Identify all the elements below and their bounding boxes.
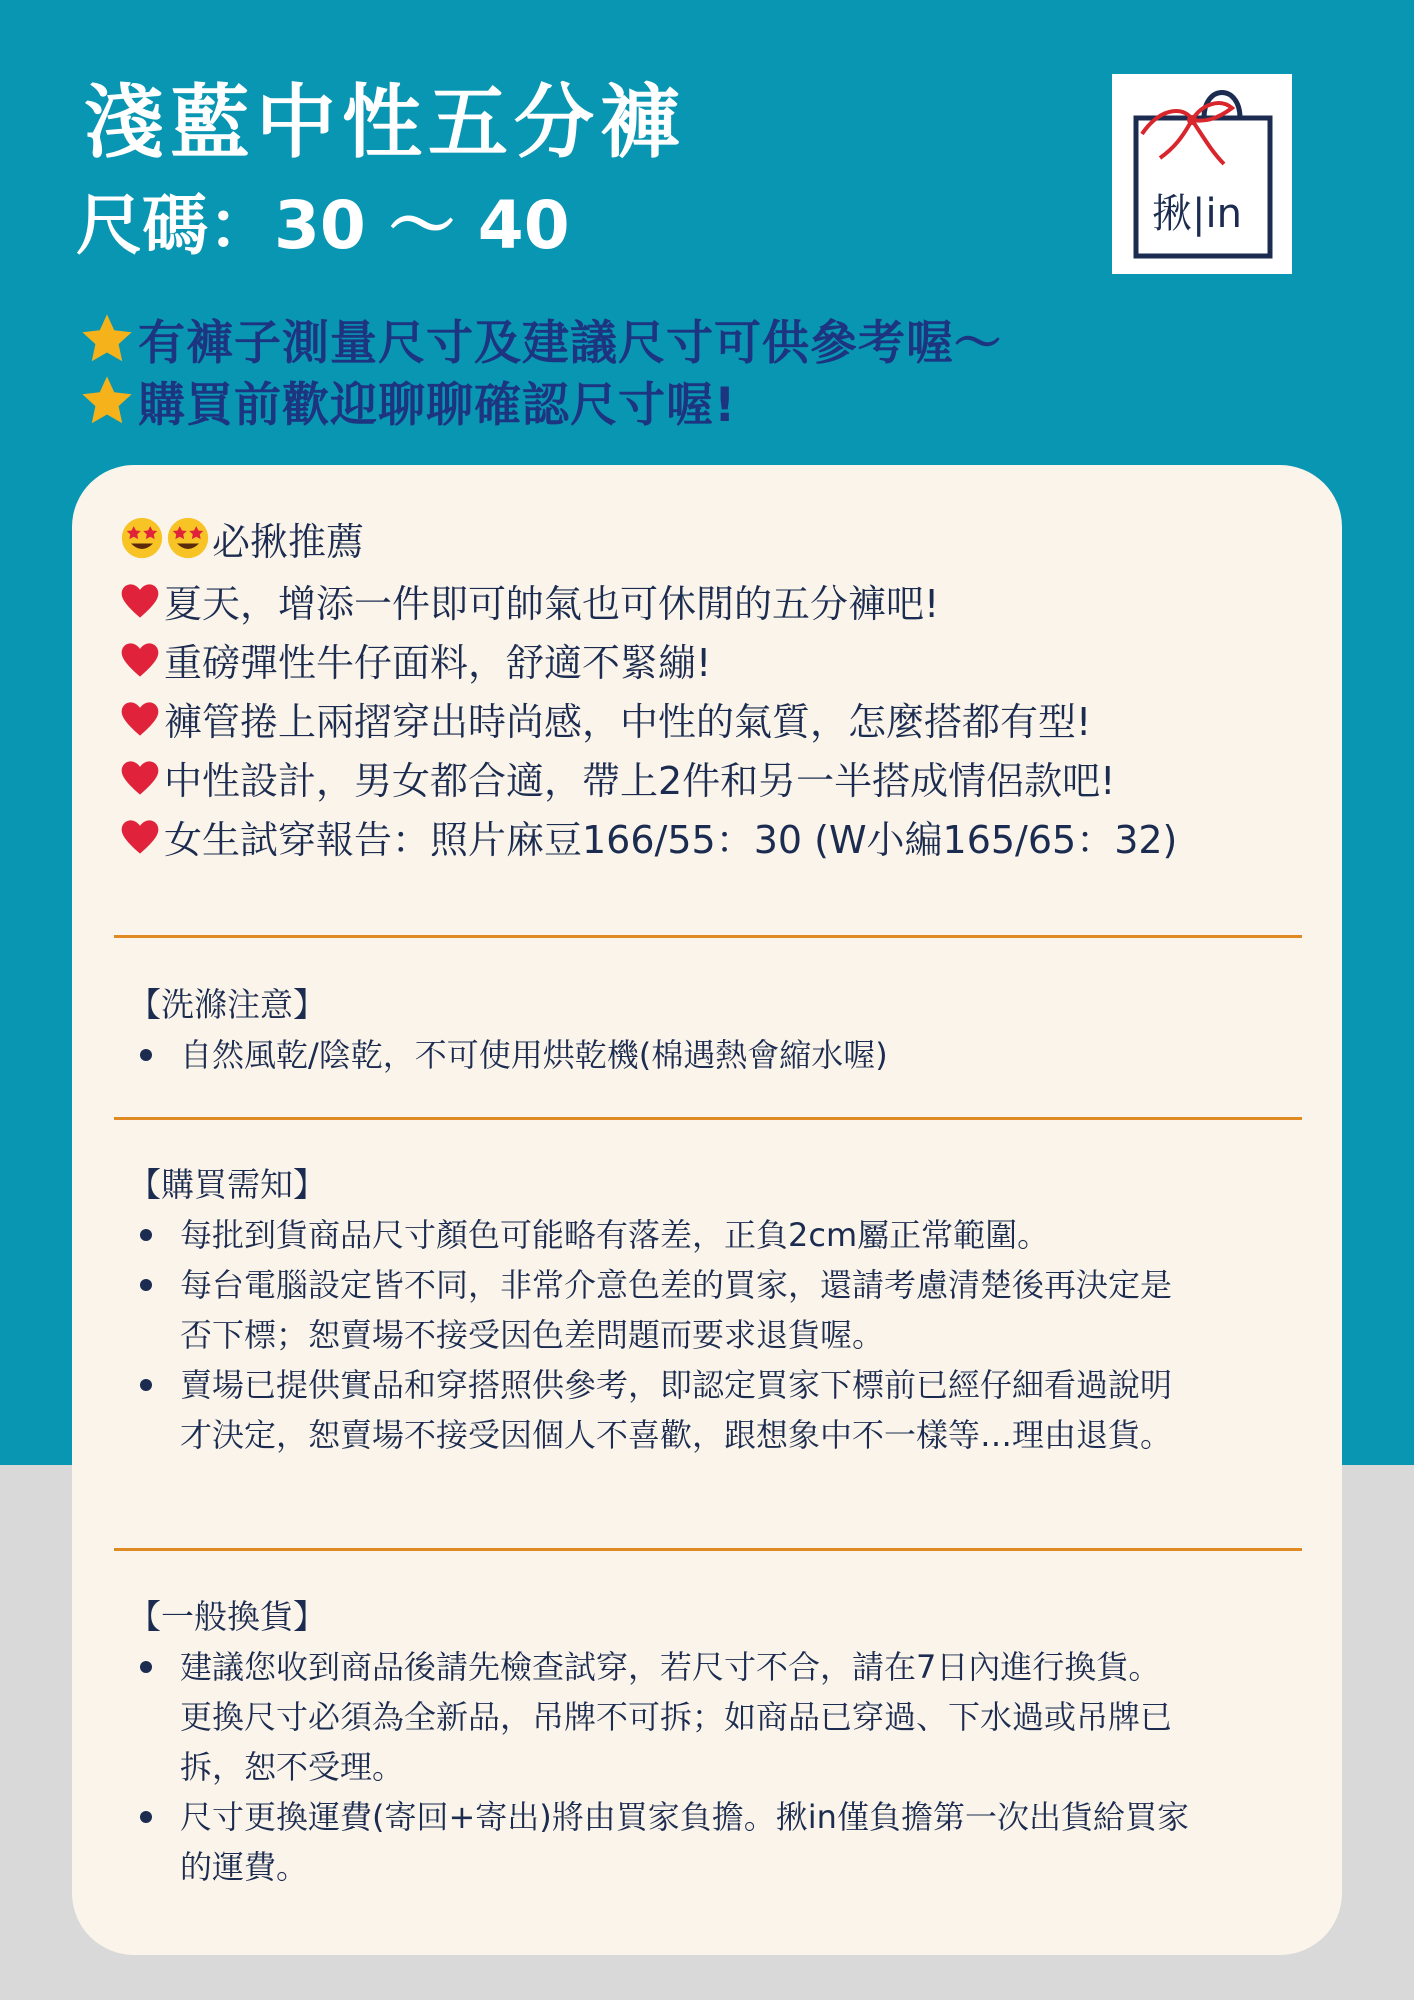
- heart-icon: [120, 818, 160, 856]
- heart-icon: [120, 759, 160, 797]
- bullet-dot: [140, 1379, 152, 1391]
- star-icon: [78, 372, 136, 430]
- bullet-item: [128, 1642, 1280, 1792]
- bullet-item: [128, 1792, 1280, 1892]
- bullet-dot: [140, 1229, 152, 1241]
- note-row: [78, 308, 1328, 370]
- bullet-text: 賣場已提供實品和穿搭照供參考，即認定買家下標前已經仔細看過說明: [180, 1366, 1173, 1404]
- bullet-text: 否下標；恕賣場不接受因色差問題而要求退貨喔。: [180, 1316, 885, 1354]
- bullet-text: 才決定，恕賣場不接受因個人不喜歡，跟想象中不一樣等…理由退貨。: [180, 1416, 1173, 1454]
- recommend-item: [120, 807, 1320, 866]
- size-range: 尺碼：30 ～ 40: [76, 187, 570, 264]
- washing-section: [128, 980, 1328, 1080]
- star-icon: [78, 310, 136, 368]
- bullet-item: [128, 1210, 1280, 1260]
- brand-logo: [1112, 74, 1292, 274]
- bullet-text: 自然風乾/陰乾，不可使用烘乾機(棉遇熱會縮水喔): [180, 1036, 888, 1074]
- recommend-text: 女生試穿報告：照片麻豆166/55：30 (W小編165/65：32): [164, 818, 1178, 862]
- recommend-title: 必揪推薦: [212, 519, 365, 564]
- size-notes: [78, 308, 1328, 432]
- bullet-text: 建議您收到商品後請先檢查試穿，若尺寸不合，請在7日內進行換貨。: [180, 1648, 1161, 1686]
- recommend-item: [120, 748, 1320, 807]
- recommend-section: [120, 505, 1320, 866]
- bullet-text: 更換尺寸必須為全新品，吊牌不可拆；如商品已穿過、下水過或吊牌已: [180, 1698, 1173, 1736]
- bullet-text: 尺寸更換運費(寄回+寄出)將由買家負擔。揪in僅負擔第一次出貨給買家: [180, 1798, 1189, 1836]
- bullet-item: [128, 1260, 1280, 1360]
- bullet-text: 每批到貨商品尺寸顏色可能略有落差，正負2cm屬正常範圍。: [180, 1216, 1050, 1254]
- recommend-item: [120, 630, 1320, 689]
- bullet-dot: [140, 1049, 152, 1061]
- note-row: [78, 370, 1328, 432]
- note-text: 購買前歡迎聊聊確認尺寸喔!: [138, 377, 737, 433]
- star-struck-emoji-icon: [120, 516, 164, 560]
- recommend-item: [120, 571, 1320, 630]
- bullet-dot: [140, 1279, 152, 1291]
- shopping-bag-icon: [1112, 74, 1292, 274]
- note-text: 有褲子測量尺寸及建議尺寸可供參考喔～: [138, 315, 1002, 371]
- recommend-item: [120, 689, 1320, 748]
- washing-title: 【洗滌注意】: [128, 985, 326, 1024]
- recommend-text: 中性設計，男女都合適，帶上2件和另一半搭成情侶款吧!: [164, 759, 1116, 803]
- recommend-text: 重磅彈性牛仔面料，舒適不緊繃!: [164, 641, 712, 685]
- exchange-title: 【一般換貨】: [128, 1597, 326, 1636]
- bullet-text: 每台電腦設定皆不同，非常介意色差的買家，還請考慮清楚後再決定是: [180, 1266, 1173, 1304]
- heart-icon: [120, 700, 160, 738]
- product-title: 淺藍中性五分褲: [84, 76, 686, 169]
- bullet-dot: [140, 1811, 152, 1823]
- logo-text: 揪|in: [1152, 191, 1242, 237]
- bullet-text: 的運費。: [180, 1848, 309, 1886]
- heart-icon: [120, 582, 160, 620]
- divider: [114, 1117, 1302, 1120]
- exchange-section: [128, 1592, 1328, 1892]
- bullet-dot: [140, 1661, 152, 1673]
- recommend-text: 褲管捲上兩摺穿出時尚感，中性的氣質，怎麼搭都有型!: [164, 700, 1092, 744]
- bullet-item: [128, 1030, 1280, 1080]
- recommend-text: 夏天，增添一件即可帥氣也可休閒的五分褲吧!: [164, 582, 940, 626]
- divider: [114, 1548, 1302, 1551]
- divider: [114, 935, 1302, 938]
- recommend-heading: [120, 505, 1320, 571]
- purchase-section: [128, 1160, 1328, 1460]
- purchase-title: 【購買需知】: [128, 1165, 326, 1204]
- star-struck-emoji-icon: [166, 516, 210, 560]
- info-card: [72, 465, 1342, 1955]
- bullet-item: [128, 1360, 1280, 1460]
- bullet-text: 拆，恕不受理。: [180, 1748, 405, 1786]
- heart-icon: [120, 641, 160, 679]
